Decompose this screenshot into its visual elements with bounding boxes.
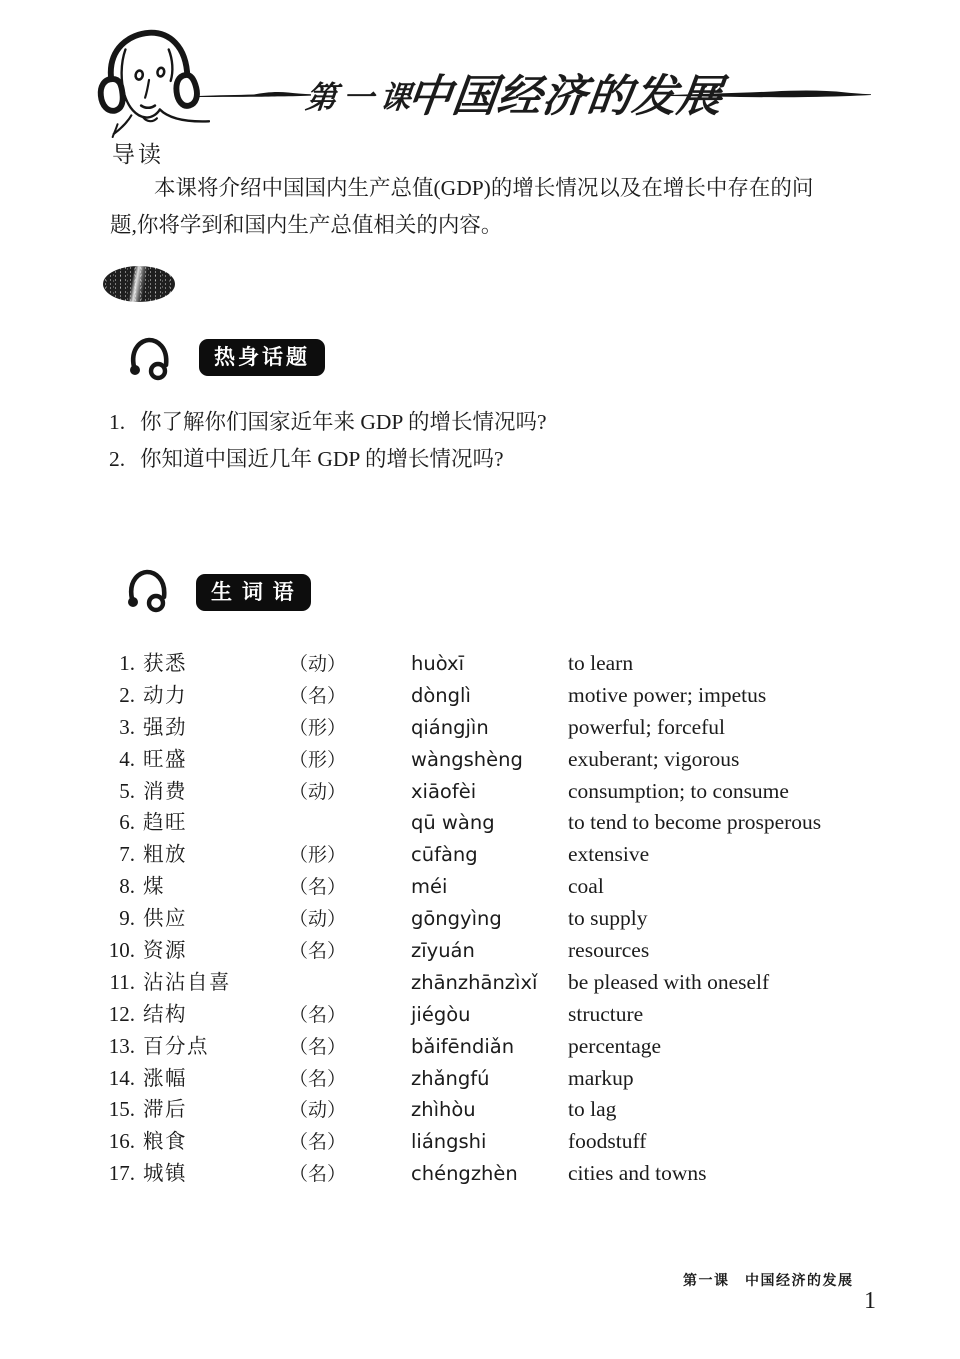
vocab-english: cities and towns [568, 1161, 707, 1186]
headphones-icon [126, 334, 173, 381]
vocab-row [95, 933, 889, 965]
vocab-word: 旺盛 [143, 748, 187, 771]
vocab-pos: （形） [289, 845, 347, 867]
vocab-number: 7. [119, 842, 135, 867]
footer-lesson-title: 第一课 中国经济的发展 [683, 1272, 854, 1288]
listener-face-illustration [92, 20, 210, 138]
vocab-word: 强劲 [143, 716, 187, 739]
vocab-word: 百分点 [143, 1035, 209, 1058]
vocab-row [95, 1061, 889, 1093]
vocab-row [95, 837, 889, 869]
vocab-pos: （名） [289, 1164, 347, 1186]
vocab-pinyin: zhǎngfú [411, 1066, 490, 1090]
vocab-word: 涨幅 [143, 1067, 187, 1090]
vocab-word: 获悉 [143, 653, 187, 675]
vocab-pinyin: qū wàng [411, 811, 495, 835]
warmup-question [109, 404, 547, 441]
vocab-english: structure [568, 1001, 644, 1026]
vocab-english: coal [568, 874, 604, 899]
intro-line-1: 本课将介绍中国国内生产总值(GDP)的增长情况以及在增长中存在的问 [154, 176, 814, 200]
vocab-english: to learn [568, 651, 634, 675]
vocab-row [95, 774, 889, 806]
vocab-row [95, 678, 889, 710]
vocab-list [95, 646, 889, 1188]
vocab-number: 11. [109, 969, 135, 994]
vocab-english: foodstuff [568, 1129, 647, 1154]
lesson-number: 第一课 [303, 80, 419, 115]
page-number: 1 [864, 1288, 876, 1314]
vocab-word: 滞后 [143, 1099, 187, 1122]
vocab-english: be pleased with oneself [568, 969, 770, 994]
vocab-number: 1. [119, 651, 135, 675]
vocab-word: 消费 [143, 780, 187, 803]
vocab-row [95, 710, 889, 742]
vocab-english: exuberant; vigorous [568, 746, 740, 771]
vocab-english: motive power; impetus [568, 682, 767, 707]
vocab-english: to tend to become prosperous [568, 810, 822, 835]
vocab-pos: （动） [289, 654, 347, 675]
question-number: 2. [109, 446, 126, 471]
vocab-row [95, 965, 889, 997]
vocab-pos: （名） [289, 1132, 347, 1154]
vocab-pos: （形） [289, 749, 347, 771]
warmup-questions [109, 404, 547, 477]
vocab-pos: （名） [289, 1004, 347, 1026]
vocab-english: percentage [568, 1033, 662, 1058]
warmup-topics-badge: 热身话题 [199, 339, 325, 376]
vocab-word: 粮食 [143, 1131, 187, 1154]
vocab-number: 15. [108, 1097, 135, 1122]
vocab-pinyin: jiégòu [411, 1002, 471, 1026]
page-title: 中国经济的发展 [404, 72, 726, 121]
vocab-pinyin: liángshi [411, 1130, 487, 1154]
vocab-pinyin: xiāofèi [411, 779, 477, 803]
vocab-number: 12. [108, 1001, 135, 1026]
vocab-english: extensive [568, 842, 650, 867]
vocab-number: 8. [119, 874, 135, 899]
vocab-english: markup [568, 1065, 634, 1090]
vocab-row [95, 1124, 889, 1156]
vocab-pos: （名） [289, 877, 347, 899]
header-rule-left [198, 88, 312, 102]
vocab-pos: （动） [289, 1100, 347, 1122]
vocab-word: 煤 [143, 876, 165, 899]
vocab-pos: （名） [289, 941, 347, 963]
vocab-row [95, 997, 889, 1029]
vocab-english: to supply [568, 906, 648, 931]
vocab-pinyin: bǎifēndiǎn [411, 1034, 515, 1058]
vocab-row [95, 742, 889, 774]
vocab-pos: （名） [289, 1068, 347, 1090]
vocab-pos: （动） [289, 781, 347, 803]
question-text: 你了解你们国家近年来 GDP 的增长情况吗? [140, 410, 547, 434]
vocab-word: 结构 [143, 1003, 187, 1026]
vocab-row [95, 805, 889, 837]
vocab-number: 3. [119, 714, 135, 739]
vocab-number: 14. [108, 1065, 135, 1090]
vocab-pinyin: zīyuán [411, 939, 475, 963]
vocab-english: consumption; to consume [568, 778, 789, 803]
vocab-number: 13. [108, 1033, 135, 1058]
vocab-pos: （动） [289, 909, 347, 931]
intro-line-2: 题,你将学到和国内生产总值相关的内容。 [110, 213, 503, 237]
vocab-row [95, 1156, 889, 1188]
vocab-number: 4. [119, 746, 135, 771]
vocab-english: resources [568, 938, 650, 963]
question-text: 你知道中国近几年 GDP 的增长情况吗? [140, 446, 504, 471]
warmup-question [109, 441, 547, 478]
question-number: 1. [109, 410, 126, 434]
vocab-word: 城镇 [143, 1163, 187, 1186]
vocab-number: 10. [108, 938, 135, 963]
vocab-word: 沾沾自喜 [143, 971, 231, 994]
vocab-pinyin: zhānzhānzìxǐ [411, 970, 538, 994]
vocab-pinyin: gōngyìng [411, 907, 502, 931]
vocab-row [95, 901, 889, 933]
vocab-pos: （名） [289, 1036, 347, 1058]
vocab-pinyin: qiángjìn [411, 715, 489, 739]
vocab-word: 供应 [143, 908, 187, 931]
vocab-pinyin: huòxī [411, 652, 465, 675]
vocab-english: to lag [568, 1097, 617, 1122]
vocab-number: 6. [119, 810, 135, 835]
vocab-pinyin: zhìhòu [411, 1098, 476, 1122]
vocab-row [95, 1029, 889, 1061]
vocab-number: 2. [119, 682, 135, 707]
vocab-number: 16. [108, 1129, 135, 1154]
vocab-number: 5. [119, 778, 135, 803]
vocab-pinyin: wàngshèng [411, 747, 523, 771]
vocab-pos: （形） [289, 717, 347, 739]
vocab-pinyin: méi [411, 875, 448, 899]
vocab-badge: 生 词 语 [196, 574, 311, 611]
vocab-row [95, 1092, 889, 1124]
vocab-row [95, 646, 889, 678]
ink-stamp-blob-icon [103, 266, 175, 302]
vocab-number: 17. [108, 1161, 135, 1186]
vocab-pinyin: cūfàng [411, 843, 478, 867]
headphones-icon [124, 566, 171, 613]
vocab-pinyin: dònglì [411, 683, 471, 707]
vocab-row [95, 869, 889, 901]
vocab-pos: （名） [289, 685, 347, 707]
vocab-word: 资源 [143, 940, 187, 963]
intro-paragraph [110, 170, 882, 244]
vocab-word: 粗放 [143, 844, 187, 867]
vocab-word: 趋旺 [143, 812, 187, 835]
intro-heading: 导读 [112, 142, 164, 167]
vocab-pinyin: chéngzhèn [411, 1162, 518, 1186]
vocab-english: powerful; forceful [568, 714, 725, 739]
vocab-number: 9. [119, 906, 135, 931]
vocab-word: 动力 [143, 684, 187, 707]
